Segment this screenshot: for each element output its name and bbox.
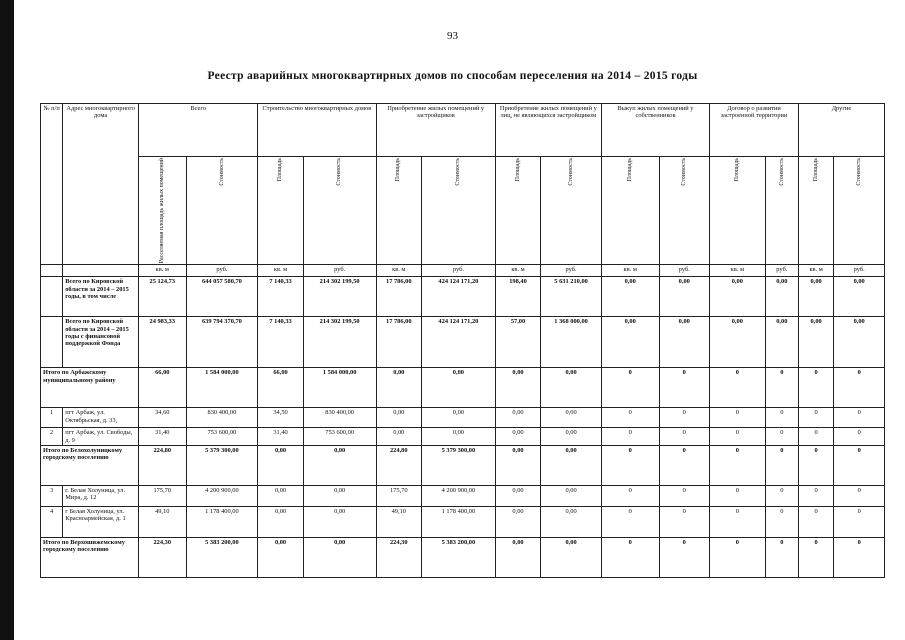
unit-sqm: кв. м [601,265,659,277]
subheader-total-area: Расселяемая площадь жилых помещений [139,157,187,265]
cell-value: 0 [834,486,885,507]
cell-value: 0 [710,446,766,486]
cell-value: 57,00 [495,317,540,368]
cell-value: 66,00 [258,368,303,408]
row-number [41,317,63,368]
unit-sqm: кв. м [710,265,766,277]
cell-value: 0 [710,507,766,538]
header-group-other: Другие [798,104,884,157]
cell-value: 639 794 370,70 [186,317,258,368]
subheader-area: Площадь [798,157,833,265]
table-row [41,538,885,578]
cell-value: 34,60 [139,408,187,428]
cell-value: 0,00 [258,486,303,507]
unit-empty [63,265,139,277]
cell-value: 0 [601,446,659,486]
unit-sqm: кв. м [139,265,187,277]
cell-value: 0,00 [541,408,602,428]
cell-value: 0,00 [601,277,659,317]
cell-value: 0,00 [422,368,496,408]
cell-value: 5 631 210,00 [541,277,602,317]
cell-value: 753 600,00 [303,428,376,446]
cell-value: 0,00 [495,538,540,578]
cell-value: 0 [659,446,710,486]
cell-value: 0 [765,408,798,428]
cell-value: 0,00 [541,446,602,486]
cell-value: 5 383 200,00 [422,538,496,578]
cell-value: 0 [798,486,833,507]
unit-rub: руб. [765,265,798,277]
cell-value: 0 [710,428,766,446]
cell-value: 0 [765,446,798,486]
header-group-buyout: Выкуп жилых помещений у собственников [601,104,709,157]
cell-value: 1 368 000,00 [541,317,602,368]
cell-value: 0 [601,428,659,446]
unit-rub: руб. [834,265,885,277]
cell-value: 0 [834,507,885,538]
cell-value: 0,00 [303,538,376,578]
cell-value: 224,80 [376,446,421,486]
cell-value: 0 [710,408,766,428]
cell-value: 7 140,33 [258,277,303,317]
cell-value: 424 124 171,20 [422,317,496,368]
subheader-area: Площадь [495,157,540,265]
subheader-total-cost: Стоимость [186,157,258,265]
cell-value: 0 [765,507,798,538]
header-group-row [41,104,885,157]
cell-value: 5 383 200,00 [186,538,258,578]
cell-value: 830 400,00 [186,408,258,428]
unit-rub: руб. [186,265,258,277]
cell-value: 214 302 199,50 [303,317,376,368]
cell-value: 198,40 [495,277,540,317]
row-number [41,277,63,317]
unit-rub: руб. [659,265,710,277]
cell-value: 0,00 [422,408,496,428]
subheader-cost: Стоимость [765,157,798,265]
row-label: г Белая Холуница, ул. Красноармейская, д. 1 [63,507,139,538]
unit-sqm: кв. м [495,265,540,277]
cell-value: 0,00 [495,507,540,538]
cell-value: 0 [659,428,710,446]
table-row [41,507,885,538]
cell-value: 0,00 [541,507,602,538]
cell-value: 0,00 [601,317,659,368]
unit-sqm: кв. м [376,265,421,277]
cell-value: 0 [765,368,798,408]
cell-value: 0 [710,538,766,578]
row-label: пгт Арбаж, ул. Свободы, д. 9 [63,428,139,446]
subheader-area: Площадь [376,157,421,265]
cell-value: 0 [659,507,710,538]
subheader-cost: Стоимость [541,157,602,265]
cell-value: 0,00 [303,486,376,507]
cell-value: 0,00 [834,277,885,317]
row-label: Итого по Арбажскому муниципальному району [41,368,139,408]
row-label: Итого по Верхошижемскому городскому поселению [41,538,139,578]
cell-value: 0,00 [258,446,303,486]
cell-value: 5 379 300,00 [186,446,258,486]
cell-value: 66,00 [139,368,187,408]
cell-value: 7 140,33 [258,317,303,368]
page-number: 93 [447,30,458,42]
cell-value: 0,00 [541,368,602,408]
cell-value: 31,40 [258,428,303,446]
cell-value: 0 [659,408,710,428]
subheader-cost: Стоимость [422,157,496,265]
table-row [41,408,885,428]
unit-sqm: кв. м [798,265,833,277]
table-row [41,368,885,408]
cell-value: 644 057 580,70 [186,277,258,317]
cell-value: 0 [601,368,659,408]
subheader-area: Площадь [601,157,659,265]
header-group-total: Всего [139,104,258,157]
row-label: Всего по Кировской области за 2014 – 2015 годы, в том числе [63,277,139,317]
unit-sqm: кв. м [258,265,303,277]
document-title: Реестр аварийных многоквартирных домов по способам переселения на 2014 – 2015 годы [207,70,698,82]
cell-value: 0 [798,507,833,538]
cell-value: 224,30 [376,538,421,578]
cell-value: 34,50 [258,408,303,428]
cell-value: 0 [798,538,833,578]
row-number: 2 [41,428,63,446]
header-group-developer-purchase: Приобретение жилых помещений у застройщиков [376,104,495,157]
subheader-area: Площадь [258,157,303,265]
cell-value: 5 379 300,00 [422,446,496,486]
cell-value: 1 584 000,00 [186,368,258,408]
cell-value: 175,70 [139,486,187,507]
cell-value: 24 983,33 [139,317,187,368]
cell-value: 25 124,73 [139,277,187,317]
header-sub-row [41,157,885,265]
row-label: г. Белая Холуница, ул. Мира, д. 12 [63,486,139,507]
cell-value: 0 [834,538,885,578]
cell-value: 0,00 [798,317,833,368]
unit-rub: руб. [303,265,376,277]
cell-value: 49,10 [376,507,421,538]
cell-value: 31,40 [139,428,187,446]
subheader-cost: Стоимость [659,157,710,265]
row-number: 4 [41,507,63,538]
row-number: 1 [41,408,63,428]
cell-value: 175,70 [376,486,421,507]
cell-value: 0 [765,428,798,446]
registry-table [40,103,885,578]
cell-value: 224,80 [139,446,187,486]
cell-value: 753 600,00 [186,428,258,446]
header-group-construction: Строительство многоквартирных домов [258,104,376,157]
cell-value: 0 [659,368,710,408]
row-number: 3 [41,486,63,507]
cell-value: 0,00 [765,277,798,317]
cell-value: 49,10 [139,507,187,538]
cell-value: 0,00 [765,317,798,368]
cell-value: 0 [798,428,833,446]
cell-value: 0,00 [303,507,376,538]
cell-value: 0 [798,408,833,428]
cell-value: 0 [601,538,659,578]
cell-value: 1 178 400,00 [186,507,258,538]
cell-value: 0 [798,368,833,408]
units-row [41,265,885,277]
cell-value: 0,00 [495,368,540,408]
cell-value: 0,00 [659,317,710,368]
cell-value: 0,00 [495,408,540,428]
cell-value: 0 [710,486,766,507]
row-label: Итого по Белохолуницкому городскому поселению [41,446,139,486]
left-margin-bar [0,0,14,640]
subheader-cost: Стоимость [303,157,376,265]
cell-value: 0 [601,486,659,507]
row-label: пгт Арбаж, ул. Октябрьская, д. 33, [63,408,139,428]
cell-value: 0 [710,368,766,408]
cell-value: 0 [834,428,885,446]
cell-value: 0,00 [798,277,833,317]
table-row [41,446,885,486]
cell-value: 424 124 171,20 [422,277,496,317]
row-label: Всего по Кировской области за 2014 – 2015 годы с финансовой поддержкой Фонда [63,317,139,368]
unit-rub: руб. [541,265,602,277]
header-group-nondeveloper-purchase: Приобретение жилых помещений у лиц, не являющихся застройщиком [495,104,601,157]
subheader-cost: Стоимость [834,157,885,265]
cell-value: 0,00 [834,317,885,368]
cell-value: 0,00 [659,277,710,317]
cell-value: 17 786,00 [376,317,421,368]
cell-value: 0 [834,446,885,486]
header-num: № п/п [41,104,63,265]
cell-value: 0,00 [495,446,540,486]
cell-value: 0,00 [422,428,496,446]
cell-value: 0,00 [258,507,303,538]
table-row [41,428,885,446]
cell-value: 0,00 [541,538,602,578]
cell-value: 0 [659,538,710,578]
cell-value: 0,00 [495,428,540,446]
cell-value: 1 584 000,00 [303,368,376,408]
cell-value: 0,00 [303,446,376,486]
cell-value: 0 [798,446,833,486]
cell-value: 4 200 900,00 [186,486,258,507]
cell-value: 0,00 [710,277,766,317]
header-group-development-contract: Договор о развитии застроенной территории [710,104,799,157]
cell-value: 0 [834,368,885,408]
cell-value: 830 400,00 [303,408,376,428]
header-address: Адрес многоквартирного дома [63,104,139,265]
cell-value: 0,00 [258,538,303,578]
cell-value: 224,30 [139,538,187,578]
cell-value: 0,00 [376,368,421,408]
cell-value: 0 [601,507,659,538]
cell-value: 0,00 [376,428,421,446]
cell-value: 0 [765,486,798,507]
subheader-area: Площадь [710,157,766,265]
cell-value: 0,00 [710,317,766,368]
cell-value: 0,00 [376,408,421,428]
table-row [41,277,885,317]
cell-value: 0 [601,408,659,428]
unit-rub: руб. [422,265,496,277]
cell-value: 0,00 [495,486,540,507]
cell-value: 214 302 199,50 [303,277,376,317]
cell-value: 1 178 400,00 [422,507,496,538]
cell-value: 17 786,00 [376,277,421,317]
unit-empty [41,265,63,277]
cell-value: 0,00 [541,428,602,446]
table-row [41,486,885,507]
cell-value: 0 [659,486,710,507]
cell-value: 0 [834,408,885,428]
cell-value: 0,00 [541,486,602,507]
table-row [41,317,885,368]
cell-value: 4 200 900,00 [422,486,496,507]
cell-value: 0 [765,538,798,578]
